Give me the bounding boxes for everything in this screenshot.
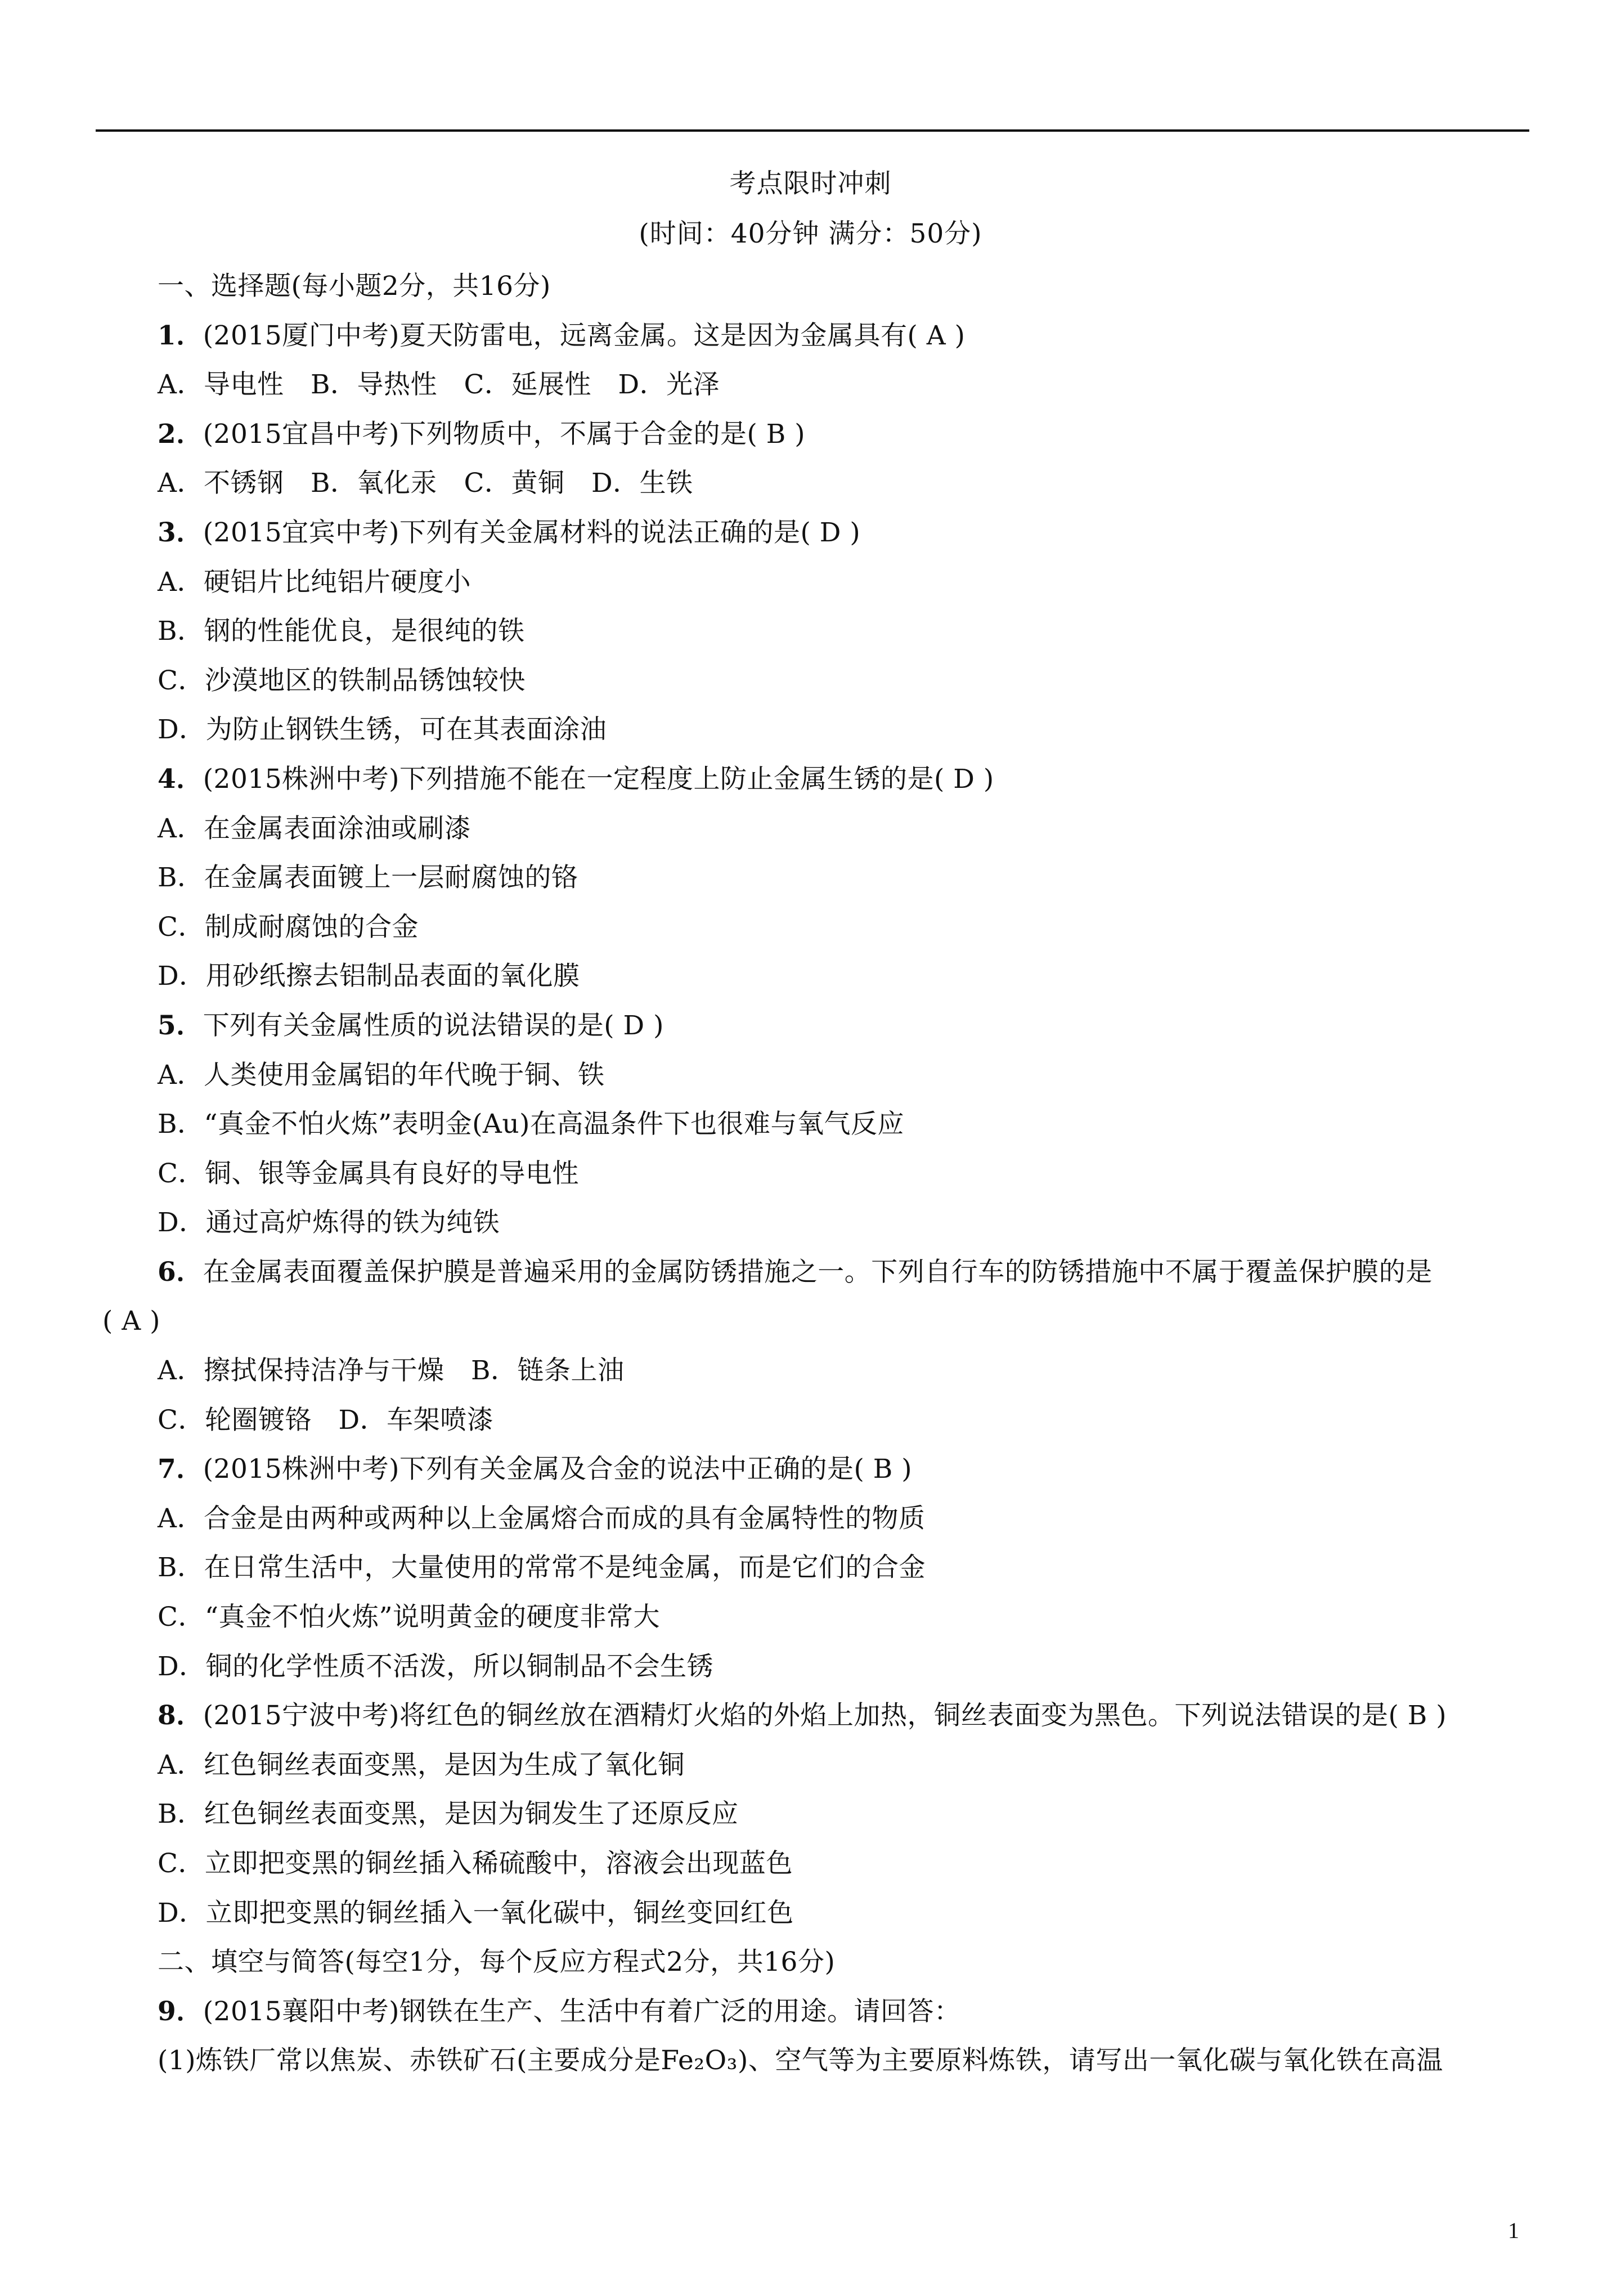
line-text: C．轮圈镀铬 D．车架喷漆 [158,1404,494,1436]
answer-option [0,1790,1621,1839]
answer-option [0,459,1621,508]
page-subtitle: (时间：40分钟 满分：50分) [639,218,982,249]
question-number: 9． [158,1995,203,2027]
question-number: 6． [158,1256,203,1288]
question-stem [0,508,1621,558]
answer-option [0,607,1621,656]
answer-option [0,1198,1621,1248]
section-heading [0,1938,1621,1987]
line-text: A．在金属表面涂油或刷漆 [158,813,471,844]
line-text: C．立即把变黑的铜丝插入稀硫酸中，溶液会出现蓝色 [158,1848,793,1879]
answer-option [0,1149,1621,1199]
answer-option [0,903,1621,952]
line-text: (2015宁波中考)将红色的铜丝放在酒精灯火焰的外焰上加热，铜丝表面变为黑色。下列说法错误的是( B ) [203,1700,1447,1732]
answer-option [0,952,1621,1001]
line-text: A．硬铝片比纯铝片硬度小 [158,566,471,598]
line-text: ( A ) [102,1306,160,1337]
answer-option [0,1051,1621,1100]
answer-option [0,1839,1621,1889]
line-text: B．红色铜丝表面变黑，是因为铜发生了还原反应 [158,1799,739,1830]
answer-option [0,1543,1621,1593]
line-text: D．通过高炉炼得的铁为纯铁 [158,1207,500,1239]
question-stem [0,755,1621,804]
answer-option [0,656,1621,706]
question-number: 4． [158,763,203,795]
line-text: C．制成耐腐蚀的合金 [158,911,419,943]
question-number: 3． [158,517,203,548]
page-title: 考点限时冲刺 [729,168,892,199]
answer-option [0,804,1621,854]
line-text: B．钢的性能优良，是很纯的铁 [158,616,525,647]
answer-option [0,2036,1621,2086]
question-stem [0,410,1621,459]
line-text: D．为防止钢铁生锈，可在其表面涂油 [158,714,607,746]
question-stem [0,1691,1621,1741]
question-number: 2． [158,418,203,450]
line-text: C．铜、银等金属具有良好的导电性 [158,1158,579,1189]
line-text: (2015株洲中考)下列措施不能在一定程度上防止金属生锈的是( D ) [203,763,994,795]
question-number: 1． [158,320,203,351]
answer-option [0,1346,1621,1396]
answer-option [0,705,1621,755]
line-text: (1)炼铁厂常以焦炭、赤铁矿石(主要成分是Fe₂O₃)、空气等为主要原料炼铁，请写出一氧化碳与氧化铁在高温 [158,2045,1443,2077]
answer-option [0,1396,1621,1445]
line-text: (2015宜昌中考)下列物质中，不属于合金的是( B ) [203,418,806,450]
question-stem [0,1987,1621,2037]
answer-option [0,360,1621,410]
line-text: 下列有关金属性质的说法错误的是( D ) [203,1010,664,1041]
question-stem [0,1248,1621,1297]
line-text: A．合金是由两种或两种以上金属熔合而成的具有金属特性的物质 [158,1503,926,1534]
question-stem-continuation [0,1297,1621,1346]
line-text: B．在金属表面镀上一层耐腐蚀的铬 [158,862,578,894]
question-stem [0,1445,1621,1494]
question-number: 8． [158,1700,203,1732]
line-text: B．“真金不怕火炼”表明金(Au)在高温条件下也很难与氧气反应 [158,1109,904,1140]
answer-option [0,853,1621,903]
answer-option [0,1494,1621,1544]
line-text: 一、选择题(每小题2分，共16分) [158,271,551,302]
line-text: D．用砂纸擦去铝制品表面的氧化膜 [158,961,580,992]
line-text: D．铜的化学性质不活泼，所以铜制品不会生锈 [158,1651,714,1682]
line-text: C．沙漠地区的铁制品锈蚀较快 [158,665,526,696]
answer-option [0,1642,1621,1692]
answer-option [0,558,1621,607]
line-text: C．“真金不怕火炼”说明黄金的硬度非常大 [158,1602,661,1633]
line-text: B．在日常生活中，大量使用的常常不是纯金属，而是它们的合金 [158,1552,926,1584]
answer-option [0,1593,1621,1642]
line-text: 在金属表面覆盖保护膜是普遍采用的金属防锈措施之一。下列自行车的防锈措施中不属于覆盖保护膜的是 [203,1256,1433,1288]
line-text: A．导电性 B．导热性 C．延展性 D．光泽 [158,369,720,401]
answer-option [0,1889,1621,1938]
line-text: (2015襄阳中考)钢铁在生产、生活中有着广泛的用途。请回答： [203,1995,961,2027]
section-heading [0,262,1621,311]
line-text: A．擦拭保持洁净与干燥 B．链条上油 [158,1355,625,1387]
answer-option [0,1100,1621,1149]
line-text: A．红色铜丝表面变黑，是因为生成了氧化铜 [158,1749,685,1781]
answer-option [0,1741,1621,1790]
question-stem [0,311,1621,361]
question-number: 5． [158,1010,203,1041]
question-list [0,262,1621,2086]
question-number: 7． [158,1454,203,1485]
header-rule [96,129,1529,132]
line-text: (2015厦门中考)夏天防雷电，远离金属。这是因为金属具有( A ) [203,320,966,351]
line-text: A．不锈钢 B．氧化汞 C．黄铜 D．生铁 [158,468,693,499]
question-stem [0,1001,1621,1051]
line-text: 二、填空与简答(每空1分，每个反应方程式2分，共16分) [158,1947,836,1978]
line-text: (2015株洲中考)下列有关金属及合金的说法中正确的是( B ) [203,1454,913,1485]
line-text: (2015宜宾中考)下列有关金属材料的说法正确的是( D ) [203,517,861,548]
page-number: 1 [1508,2218,1519,2243]
line-text: A．人类使用金属铝的年代晚于铜、铁 [158,1059,605,1091]
line-text: D．立即把变黑的铜丝插入一氧化碳中，铜丝变回红色 [158,1897,794,1929]
